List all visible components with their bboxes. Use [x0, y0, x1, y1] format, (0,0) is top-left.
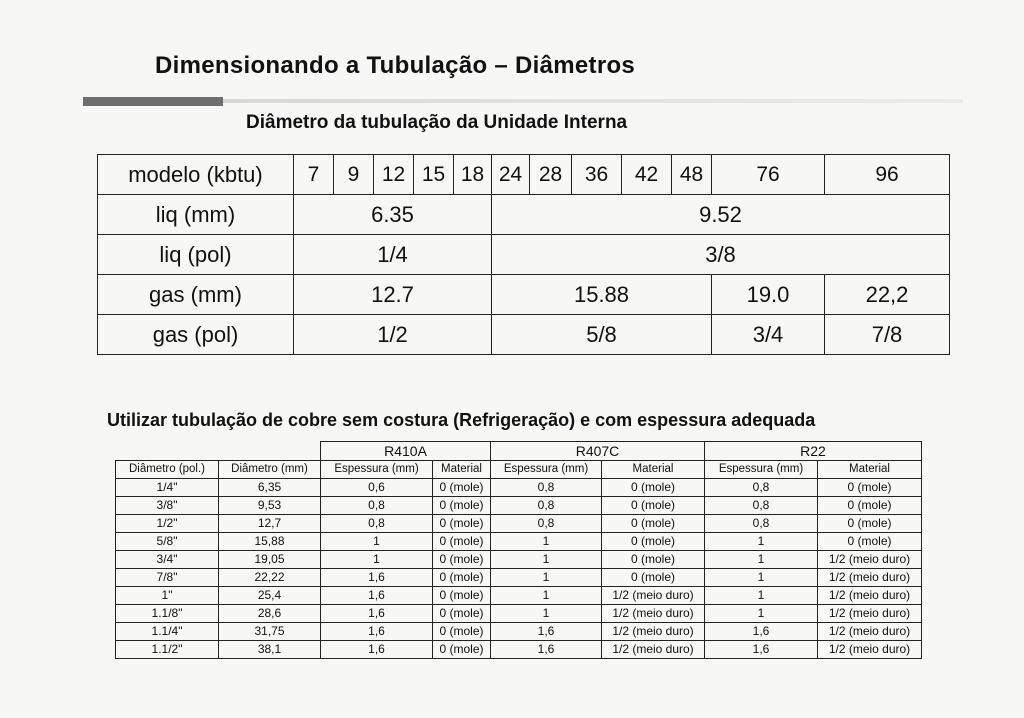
value-cell: 1/4: [294, 235, 492, 275]
row-label: liq (pol): [98, 235, 294, 275]
table-row: [116, 605, 922, 623]
model-cell: 15: [414, 155, 454, 195]
table-cell: 1,6: [321, 605, 433, 623]
table-cell: 3/8": [116, 497, 219, 515]
table-cell: 1,6: [321, 569, 433, 587]
value-cell: 5/8: [492, 315, 712, 355]
table-cell: 0 (mole): [818, 515, 922, 533]
table-cell: 3/4": [116, 551, 219, 569]
value-cell: 1/2: [294, 315, 492, 355]
title-rule-faint: [223, 99, 963, 103]
column-header: Material: [818, 461, 922, 479]
value-cell: 7/8: [825, 315, 950, 355]
column-header: Diâmetro (pol.): [116, 461, 219, 479]
table-row: [116, 515, 922, 533]
column-header-row: [116, 461, 922, 479]
column-header: Espessura (mm): [705, 461, 818, 479]
table-row: [98, 195, 950, 235]
table-row: [98, 155, 950, 195]
table-row: [98, 235, 950, 275]
table-cell: 1/2 (meio duro): [818, 587, 922, 605]
table-row: [116, 623, 922, 641]
group-header: R407C: [491, 442, 705, 461]
table-cell: 1: [491, 569, 602, 587]
table-cell: 0,8: [321, 515, 433, 533]
table-cell: 22,22: [219, 569, 321, 587]
table-cell: 1: [321, 551, 433, 569]
table-cell: 1/2 (meio duro): [602, 605, 705, 623]
table-cell: 1": [116, 587, 219, 605]
table-cell: 0,8: [705, 515, 818, 533]
title-rule: [83, 97, 223, 106]
table-cell: 0,6: [321, 479, 433, 497]
table-cell: 0 (mole): [433, 641, 491, 659]
table-row: [98, 275, 950, 315]
model-cell: 18: [454, 155, 492, 195]
table-cell: 0 (mole): [433, 533, 491, 551]
table-cell: 1.1/2": [116, 641, 219, 659]
table-row: [116, 641, 922, 659]
model-cell: 76: [712, 155, 825, 195]
table-cell: 5/8": [116, 533, 219, 551]
row-label: gas (pol): [98, 315, 294, 355]
table-cell: 1/2 (meio duro): [602, 641, 705, 659]
table-cell: 0 (mole): [602, 533, 705, 551]
table-cell: 1/2 (meio duro): [602, 587, 705, 605]
table-cell: 1/2 (meio duro): [818, 623, 922, 641]
table-cell: 1/2 (meio duro): [818, 551, 922, 569]
table-cell: 31,75: [219, 623, 321, 641]
table-cell: 0,8: [321, 497, 433, 515]
table-cell: 1/2 (meio duro): [818, 569, 922, 587]
value-cell: 9.52: [492, 195, 950, 235]
table-row: [116, 497, 922, 515]
table-cell: 15,88: [219, 533, 321, 551]
table-cell: 12,7: [219, 515, 321, 533]
value-cell: 3/8: [492, 235, 950, 275]
table-cell: 1: [705, 587, 818, 605]
row-label: modelo (kbtu): [98, 155, 294, 195]
table-cell: 1/2": [116, 515, 219, 533]
table-cell: 1: [491, 605, 602, 623]
table-cell: 0 (mole): [602, 497, 705, 515]
table-cell: 1,6: [705, 623, 818, 641]
table-cell: 0 (mole): [433, 605, 491, 623]
table-cell: 1.1/4": [116, 623, 219, 641]
table-cell: 1: [705, 533, 818, 551]
table-cell: 0 (mole): [433, 587, 491, 605]
table-cell: 0 (mole): [602, 479, 705, 497]
table-cell: 1/2 (meio duro): [818, 605, 922, 623]
table-cell: 9,53: [219, 497, 321, 515]
value-cell: 22,2: [825, 275, 950, 315]
column-header: Material: [602, 461, 705, 479]
table-cell: 7/8": [116, 569, 219, 587]
row-label: gas (mm): [98, 275, 294, 315]
table-cell: 1: [491, 587, 602, 605]
column-header: Espessura (mm): [321, 461, 433, 479]
table-cell: 0 (mole): [433, 479, 491, 497]
model-cell: 28: [530, 155, 572, 195]
table-cell: 1.1/8": [116, 605, 219, 623]
blank-cell: [116, 442, 321, 461]
table-cell: 0 (mole): [433, 497, 491, 515]
page-title: Dimensionando a Tubulação – Diâmetros: [155, 52, 636, 79]
table-cell: 1,6: [705, 641, 818, 659]
table-cell: 0 (mole): [433, 551, 491, 569]
row-label: liq (mm): [98, 195, 294, 235]
table-cell: 0,8: [491, 515, 602, 533]
column-header: Material: [433, 461, 491, 479]
model-cell: 24: [492, 155, 530, 195]
table-cell: 1: [321, 533, 433, 551]
table-cell: 0 (mole): [818, 533, 922, 551]
table-cell: 0,8: [705, 497, 818, 515]
table-cell: 1: [491, 533, 602, 551]
model-cell: 12: [374, 155, 414, 195]
model-cell: 42: [622, 155, 672, 195]
table-cell: 1: [705, 605, 818, 623]
page-subtitle: Diâmetro da tubulação da Unidade Interna: [246, 112, 628, 133]
table-cell: 0 (mole): [433, 569, 491, 587]
table-cell: 0,8: [491, 479, 602, 497]
table-cell: 1: [491, 551, 602, 569]
table-cell: 0 (mole): [602, 569, 705, 587]
table-cell: 6,35: [219, 479, 321, 497]
table-cell: 1,6: [321, 623, 433, 641]
value-cell: 12.7: [294, 275, 492, 315]
table-cell: 0 (mole): [818, 497, 922, 515]
section-heading: Utilizar tubulação de cobre sem costura (Refrigeração) e com espessura adequada: [107, 410, 816, 430]
column-header: Diâmetro (mm): [219, 461, 321, 479]
table-cell: 28,6: [219, 605, 321, 623]
table-cell: 0 (mole): [602, 551, 705, 569]
value-cell: 3/4: [712, 315, 825, 355]
table-row: [116, 533, 922, 551]
value-cell: 15.88: [492, 275, 712, 315]
model-cell: 96: [825, 155, 950, 195]
table-cell: 1/2 (meio duro): [818, 641, 922, 659]
table-cell: 19,05: [219, 551, 321, 569]
column-header: Espessura (mm): [491, 461, 602, 479]
model-cell: 36: [572, 155, 622, 195]
table-cell: 25,4: [219, 587, 321, 605]
table-row: [116, 569, 922, 587]
table-cell: 0,8: [705, 479, 818, 497]
table-cell: 1,6: [491, 641, 602, 659]
group-header: R22: [705, 442, 922, 461]
value-cell: 19.0: [712, 275, 825, 315]
table-cell: 38,1: [219, 641, 321, 659]
table-cell: 1,6: [321, 587, 433, 605]
table-cell: 0 (mole): [602, 515, 705, 533]
table-cell: 0 (mole): [433, 623, 491, 641]
table-row: [98, 315, 950, 355]
table-cell: 1: [705, 551, 818, 569]
model-cell: 9: [334, 155, 374, 195]
group-header: R410A: [321, 442, 491, 461]
table-row: [116, 479, 922, 497]
group-header-row: [116, 442, 922, 461]
model-cell: 7: [294, 155, 334, 195]
table-cell: 1,6: [321, 641, 433, 659]
table-cell: 1/2 (meio duro): [602, 623, 705, 641]
table-cell: 1,6: [491, 623, 602, 641]
table-row: [116, 587, 922, 605]
table-cell: 0,8: [491, 497, 602, 515]
table-cell: 0 (mole): [433, 515, 491, 533]
table-cell: 0 (mole): [818, 479, 922, 497]
internal-unit-diameter-table: [97, 154, 950, 355]
model-cell: 48: [672, 155, 712, 195]
copper-tube-thickness-table: [115, 441, 922, 659]
table-cell: 1: [705, 569, 818, 587]
table-row: [116, 551, 922, 569]
value-cell: 6.35: [294, 195, 492, 235]
table-cell: 1/4": [116, 479, 219, 497]
